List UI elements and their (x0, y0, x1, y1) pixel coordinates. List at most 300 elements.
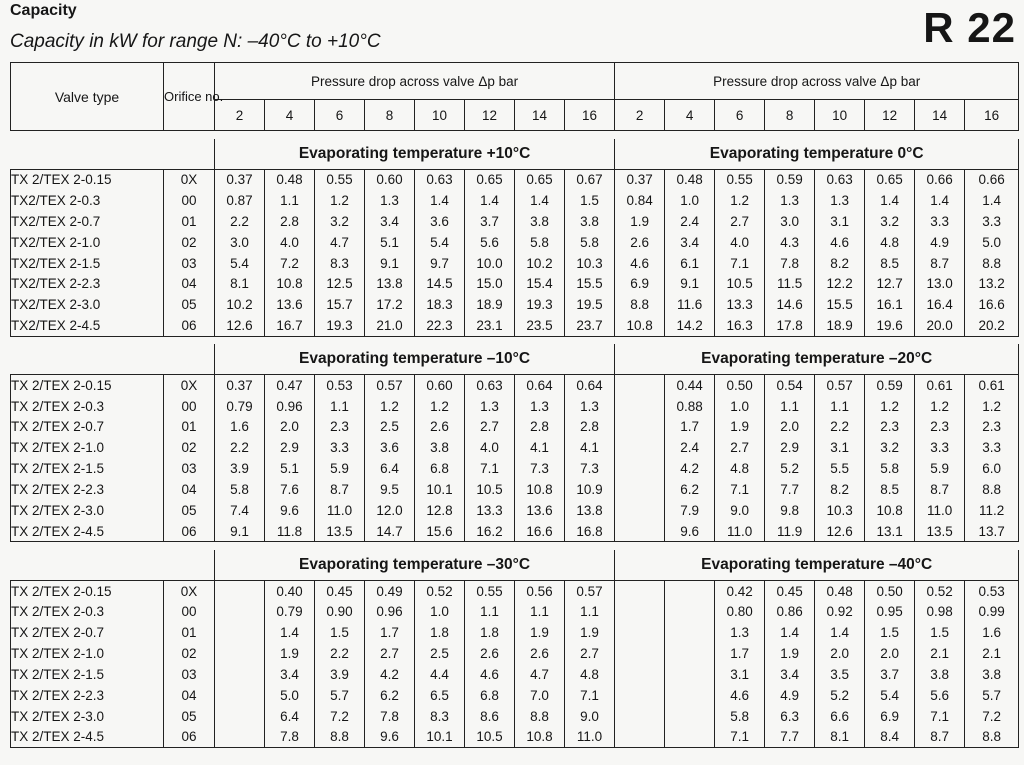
capacity-cell-right: 5.2 (815, 685, 865, 706)
capacity-cell-left: 10.3 (565, 253, 615, 274)
capacity-cell-left: 21.0 (365, 315, 415, 336)
capacity-cell-right: 9.6 (665, 521, 715, 542)
pressure-drop-value-left: 10 (415, 100, 465, 131)
capacity-cell-left: 15.0 (465, 274, 515, 295)
capacity-cell-left: 1.5 (565, 190, 615, 211)
capacity-cell-right: 7.1 (715, 253, 765, 274)
capacity-cell-left: 19.3 (515, 294, 565, 315)
capacity-cell-right: 0.53 (965, 580, 1019, 601)
capacity-cell-left: 9.1 (215, 521, 265, 542)
valve-type-cell: TX 2/TEX 2-1.0 (11, 437, 164, 458)
capacity-cell-left: 11.8 (265, 521, 315, 542)
capacity-cell-left: 4.7 (515, 664, 565, 685)
capacity-cell-right: 20.2 (965, 315, 1019, 336)
capacity-cell-left (215, 580, 265, 601)
section-title-left: Evaporating temperature –30°C (215, 550, 615, 580)
table-row (11, 190, 1019, 211)
capacity-cell-right: 7.1 (715, 727, 765, 748)
capacity-cell-left: 10.1 (415, 727, 465, 748)
capacity-cell-left: 0.63 (465, 375, 515, 396)
capacity-cell-right: 4.8 (865, 232, 915, 253)
capacity-cell-left: 16.2 (465, 521, 515, 542)
page-subtitle: Capacity in kW for range N: –40°C to +10°C (10, 31, 381, 52)
capacity-cell-right: 8.7 (915, 727, 965, 748)
capacity-cell-right (665, 706, 715, 727)
capacity-cell-left: 3.4 (265, 664, 315, 685)
capacity-cell-right: 8.8 (965, 479, 1019, 500)
capacity-cell-right (615, 580, 665, 601)
section-gap (11, 131, 1019, 139)
capacity-cell-right: 3.7 (865, 664, 915, 685)
pressure-drop-value-left: 8 (365, 100, 415, 131)
capacity-cell-left: 5.8 (565, 232, 615, 253)
capacity-cell-left: 2.8 (265, 211, 315, 232)
capacity-cell-left: 5.8 (515, 232, 565, 253)
orifice-cell: 03 (164, 664, 215, 685)
table-row (11, 479, 1019, 500)
capacity-cell-right: 0.66 (965, 169, 1019, 190)
capacity-cell-left: 3.9 (315, 664, 365, 685)
capacity-cell-right (615, 500, 665, 521)
capacity-cell-right (615, 375, 665, 396)
valve-type-cell: TX 2/TEX 2-0.3 (11, 396, 164, 417)
capacity-cell-left: 1.4 (515, 190, 565, 211)
capacity-cell-right: 0.52 (915, 580, 965, 601)
capacity-cell-right: 3.1 (815, 437, 865, 458)
capacity-cell-left: 10.2 (515, 253, 565, 274)
orifice-cell: 01 (164, 622, 215, 643)
capacity-cell-left (215, 727, 265, 748)
capacity-cell-left: 10.8 (515, 479, 565, 500)
capacity-cell-right: 4.6 (715, 685, 765, 706)
capacity-cell-left: 1.4 (465, 190, 515, 211)
capacity-cell-right: 5.8 (715, 706, 765, 727)
orifice-cell: 04 (164, 685, 215, 706)
capacity-cell-left: 1.8 (415, 622, 465, 643)
capacity-cell-right: 8.1 (815, 727, 865, 748)
capacity-cell-left: 19.3 (315, 315, 365, 336)
capacity-cell-right: 1.4 (815, 622, 865, 643)
capacity-cell-left: 6.8 (415, 458, 465, 479)
table-row (11, 375, 1019, 396)
capacity-cell-left: 8.6 (465, 706, 515, 727)
capacity-cell-left: 10.5 (465, 727, 515, 748)
capacity-cell-right: 13.0 (915, 274, 965, 295)
capacity-cell-left: 6.2 (365, 685, 415, 706)
pressure-drop-value-right: 16 (965, 100, 1019, 131)
capacity-cell-right: 3.4 (765, 664, 815, 685)
capacity-cell-right: 2.4 (665, 211, 715, 232)
capacity-cell-left: 0.57 (365, 375, 415, 396)
capacity-cell-right: 8.2 (815, 479, 865, 500)
capacity-cell-right: 0.88 (665, 396, 715, 417)
capacity-cell-left: 2.2 (215, 437, 265, 458)
capacity-cell-left: 23.7 (565, 315, 615, 336)
capacity-cell-right (665, 685, 715, 706)
capacity-cell-left: 14.7 (365, 521, 415, 542)
orifice-cell: 00 (164, 190, 215, 211)
capacity-cell-left: 7.1 (565, 685, 615, 706)
capacity-cell-left: 13.3 (465, 500, 515, 521)
capacity-cell-right (665, 580, 715, 601)
capacity-cell-right: 8.4 (865, 727, 915, 748)
capacity-cell-left: 0.96 (265, 396, 315, 417)
capacity-cell-right: 5.0 (965, 232, 1019, 253)
capacity-cell-right: 1.2 (965, 396, 1019, 417)
capacity-cell-right: 0.61 (965, 375, 1019, 396)
section-title-right: Evaporating temperature –40°C (615, 550, 1019, 580)
capacity-cell-right: 14.2 (665, 315, 715, 336)
capacity-cell-right: 16.4 (915, 294, 965, 315)
capacity-cell-left: 2.6 (465, 643, 515, 664)
table-row (11, 437, 1019, 458)
capacity-cell-left: 0.40 (265, 580, 315, 601)
orifice-cell: 04 (164, 274, 215, 295)
capacity-cell-right: 5.7 (965, 685, 1019, 706)
capacity-cell-right: 16.1 (865, 294, 915, 315)
capacity-cell-right: 0.48 (815, 580, 865, 601)
capacity-cell-left: 16.8 (565, 521, 615, 542)
table-row (11, 727, 1019, 748)
capacity-cell-right: 4.0 (715, 232, 765, 253)
orifice-header: Orifice no. (164, 63, 215, 131)
capacity-cell-right: 3.0 (765, 211, 815, 232)
capacity-cell-left: 11.0 (315, 500, 365, 521)
capacity-cell-left: 0.79 (265, 601, 315, 622)
capacity-cell-left: 0.57 (565, 580, 615, 601)
pressure-drop-value-right: 2 (615, 100, 665, 131)
capacity-cell-right: 7.7 (765, 727, 815, 748)
capacity-cell-right: 6.9 (865, 706, 915, 727)
capacity-cell-right: 15.5 (815, 294, 865, 315)
capacity-cell-left: 4.0 (265, 232, 315, 253)
capacity-cell-left: 0.64 (565, 375, 615, 396)
capacity-cell-left: 2.3 (315, 417, 365, 438)
capacity-cell-left: 1.2 (415, 396, 465, 417)
capacity-cell-right: 9.0 (715, 500, 765, 521)
pressure-drop-value-left: 2 (215, 100, 265, 131)
capacity-cell-right: 1.5 (915, 622, 965, 643)
capacity-cell-left: 7.1 (465, 458, 515, 479)
capacity-cell-right: 13.3 (715, 294, 765, 315)
valve-type-cell: TX 2/TEX 2-1.0 (11, 643, 164, 664)
orifice-cell: 05 (164, 294, 215, 315)
section-gap (11, 336, 1019, 344)
capacity-cell-left: 9.0 (565, 706, 615, 727)
valve-type-cell: TX2/TEX 2-4.5 (11, 315, 164, 336)
capacity-cell-right: 18.9 (815, 315, 865, 336)
valve-type-cell: TX 2/TEX 2-2.3 (11, 479, 164, 500)
capacity-cell-right: 8.5 (865, 253, 915, 274)
pressure-drop-value-left: 6 (315, 100, 365, 131)
capacity-cell-left: 10.1 (415, 479, 465, 500)
capacity-cell-left: 7.0 (515, 685, 565, 706)
capacity-cell-right: 1.3 (765, 190, 815, 211)
capacity-cell-right: 0.54 (765, 375, 815, 396)
capacity-cell-right: 6.0 (965, 458, 1019, 479)
capacity-cell-left: 18.3 (415, 294, 465, 315)
capacity-cell-right: 6.6 (815, 706, 865, 727)
capacity-cell-right: 3.3 (965, 437, 1019, 458)
capacity-cell-right: 0.50 (865, 580, 915, 601)
capacity-cell-right (615, 601, 665, 622)
capacity-cell-left: 13.8 (365, 274, 415, 295)
orifice-cell: 00 (164, 396, 215, 417)
capacity-cell-left: 4.1 (565, 437, 615, 458)
capacity-cell-right: 8.8 (965, 727, 1019, 748)
capacity-cell-left: 0.48 (265, 169, 315, 190)
table-row (11, 664, 1019, 685)
capacity-cell-left: 10.5 (465, 479, 515, 500)
capacity-cell-right: 5.2 (765, 458, 815, 479)
capacity-cell-left (215, 685, 265, 706)
table-end-gap (11, 747, 1019, 754)
capacity-cell-right: 9.8 (765, 500, 815, 521)
capacity-cell-left: 7.3 (515, 458, 565, 479)
capacity-cell-right: 8.7 (915, 253, 965, 274)
capacity-cell-right: 11.5 (765, 274, 815, 295)
orifice-cell: 01 (164, 211, 215, 232)
capacity-cell-right: 3.8 (965, 664, 1019, 685)
page-title: Capacity (10, 2, 77, 19)
capacity-cell-left: 9.6 (265, 500, 315, 521)
capacity-cell-left: 13.6 (265, 294, 315, 315)
capacity-cell-left: 12.0 (365, 500, 415, 521)
capacity-cell-right: 10.3 (815, 500, 865, 521)
capacity-cell-right: 3.3 (915, 437, 965, 458)
capacity-cell-left: 11.0 (565, 727, 615, 748)
capacity-cell-right: 2.1 (965, 643, 1019, 664)
capacity-cell-left: 0.65 (465, 169, 515, 190)
valve-type-cell: TX2/TEX 2-3.0 (11, 294, 164, 315)
capacity-cell-left: 4.7 (315, 232, 365, 253)
capacity-cell-left: 1.3 (465, 396, 515, 417)
capacity-cell-left: 14.5 (415, 274, 465, 295)
capacity-cell-right: 10.8 (615, 315, 665, 336)
capacity-cell-left: 7.8 (365, 706, 415, 727)
capacity-cell-left: 12.5 (315, 274, 365, 295)
capacity-cell-right: 5.8 (865, 458, 915, 479)
capacity-cell-left: 2.2 (215, 211, 265, 232)
capacity-cell-right: 0.57 (815, 375, 865, 396)
capacity-cell-left: 5.8 (215, 479, 265, 500)
capacity-cell-left: 3.4 (365, 211, 415, 232)
capacity-cell-left: 23.1 (465, 315, 515, 336)
capacity-cell-right: 1.9 (715, 417, 765, 438)
valve-type-cell: TX2/TEX 2-1.0 (11, 232, 164, 253)
pressure-drop-value-left: 14 (515, 100, 565, 131)
valve-type-header: Valve type (11, 63, 164, 131)
capacity-cell-right (615, 396, 665, 417)
capacity-cell-left: 10.2 (215, 294, 265, 315)
capacity-cell-left: 4.6 (465, 664, 515, 685)
pressure-drop-value-left: 12 (465, 100, 515, 131)
capacity-cell-right: 4.9 (915, 232, 965, 253)
table-row (11, 169, 1019, 190)
pressure-drop-header-left: Pressure drop across valve Δp bar (215, 63, 615, 100)
capacity-cell-right: 4.2 (665, 458, 715, 479)
table-row (11, 396, 1019, 417)
capacity-cell-right: 2.0 (865, 643, 915, 664)
capacity-cell-left: 0.64 (515, 375, 565, 396)
capacity-cell-left: 13.6 (515, 500, 565, 521)
orifice-cell: 05 (164, 706, 215, 727)
capacity-cell-right: 2.1 (915, 643, 965, 664)
capacity-cell-left: 1.9 (265, 643, 315, 664)
capacity-cell-left: 3.0 (215, 232, 265, 253)
capacity-cell-right (615, 622, 665, 643)
capacity-cell-left: 5.9 (315, 458, 365, 479)
capacity-cell-left: 15.4 (515, 274, 565, 295)
valve-type-cell: TX 2/TEX 2-4.5 (11, 521, 164, 542)
capacity-cell-left: 2.6 (415, 417, 465, 438)
capacity-cell-left: 0.96 (365, 601, 415, 622)
capacity-cell-right: 7.1 (915, 706, 965, 727)
capacity-cell-left: 1.3 (365, 190, 415, 211)
capacity-cell-right: 16.6 (965, 294, 1019, 315)
capacity-cell-left: 1.1 (465, 601, 515, 622)
capacity-cell-left: 5.7 (315, 685, 365, 706)
section-gap (11, 542, 1019, 550)
orifice-cell: 02 (164, 437, 215, 458)
capacity-cell-right: 2.3 (965, 417, 1019, 438)
valve-type-cell: TX2/TEX 2-0.7 (11, 211, 164, 232)
table-row (11, 500, 1019, 521)
capacity-cell-right: 0.66 (915, 169, 965, 190)
orifice-cell: 0X (164, 169, 215, 190)
capacity-cell-left: 2.0 (265, 417, 315, 438)
capacity-cell-left: 7.6 (265, 479, 315, 500)
capacity-cell-right: 0.99 (965, 601, 1019, 622)
capacity-cell-left: 3.6 (365, 437, 415, 458)
capacity-cell-right: 0.42 (715, 580, 765, 601)
capacity-cell-right: 1.2 (715, 190, 765, 211)
capacity-cell-right: 3.4 (665, 232, 715, 253)
capacity-cell-right: 1.1 (815, 396, 865, 417)
capacity-cell-left (215, 706, 265, 727)
capacity-cell-left: 7.8 (265, 727, 315, 748)
table-row (11, 622, 1019, 643)
capacity-cell-right: 0.55 (715, 169, 765, 190)
capacity-cell-left: 0.37 (215, 375, 265, 396)
capacity-cell-right: 0.80 (715, 601, 765, 622)
section-title-spacer (11, 139, 215, 169)
orifice-cell: 00 (164, 601, 215, 622)
capacity-cell-right: 5.5 (815, 458, 865, 479)
capacity-cell-left: 15.6 (415, 521, 465, 542)
capacity-cell-right: 3.8 (915, 664, 965, 685)
capacity-cell-left: 8.1 (215, 274, 265, 295)
capacity-cell-left: 1.0 (415, 601, 465, 622)
capacity-cell-right: 10.8 (865, 500, 915, 521)
capacity-cell-left (215, 601, 265, 622)
capacity-cell-right: 4.6 (615, 253, 665, 274)
capacity-cell-left: 8.3 (415, 706, 465, 727)
capacity-cell-left: 15.7 (315, 294, 365, 315)
valve-type-cell: TX 2/TEX 2-1.5 (11, 664, 164, 685)
capacity-cell-right: 2.3 (865, 417, 915, 438)
capacity-cell-right: 4.9 (765, 685, 815, 706)
capacity-cell-left: 12.8 (415, 500, 465, 521)
capacity-cell-left: 2.5 (365, 417, 415, 438)
capacity-cell-right: 1.9 (765, 643, 815, 664)
capacity-cell-left: 3.3 (315, 437, 365, 458)
capacity-table (10, 62, 1019, 754)
capacity-cell-left: 0.37 (215, 169, 265, 190)
capacity-cell-right: 0.95 (865, 601, 915, 622)
table-row (11, 685, 1019, 706)
capacity-cell-left: 2.6 (515, 643, 565, 664)
capacity-cell-left: 1.8 (465, 622, 515, 643)
capacity-cell-left: 7.2 (265, 253, 315, 274)
capacity-cell-right: 1.4 (915, 190, 965, 211)
capacity-cell-left: 0.63 (415, 169, 465, 190)
capacity-cell-left: 18.9 (465, 294, 515, 315)
capacity-cell-left: 0.55 (315, 169, 365, 190)
capacity-cell-right: 0.48 (665, 169, 715, 190)
capacity-cell-left: 1.7 (365, 622, 415, 643)
capacity-cell-left: 9.6 (365, 727, 415, 748)
capacity-cell-right: 5.6 (915, 685, 965, 706)
capacity-cell-left: 2.8 (565, 417, 615, 438)
capacity-cell-right: 11.6 (665, 294, 715, 315)
valve-type-cell: TX 2/TEX 2-0.15 (11, 580, 164, 601)
capacity-cell-right: 11.0 (715, 521, 765, 542)
capacity-cell-right: 1.4 (865, 190, 915, 211)
capacity-cell-right: 2.9 (765, 437, 815, 458)
capacity-cell-right: 3.1 (715, 664, 765, 685)
valve-type-cell: TX2/TEX 2-0.3 (11, 190, 164, 211)
capacity-cell-right: 2.7 (715, 437, 765, 458)
table-row (11, 274, 1019, 295)
capacity-cell-right: 1.3 (815, 190, 865, 211)
capacity-cell-right (665, 622, 715, 643)
capacity-cell-right: 0.44 (665, 375, 715, 396)
capacity-cell-left: 7.2 (315, 706, 365, 727)
capacity-cell-left: 1.9 (565, 622, 615, 643)
capacity-cell-left: 1.1 (315, 396, 365, 417)
capacity-cell-right: 1.5 (865, 622, 915, 643)
capacity-cell-right: 9.1 (665, 274, 715, 295)
capacity-cell-right: 13.2 (965, 274, 1019, 295)
capacity-cell-right: 6.3 (765, 706, 815, 727)
capacity-cell-right: 0.63 (815, 169, 865, 190)
capacity-cell-right: 19.6 (865, 315, 915, 336)
capacity-cell-right (615, 417, 665, 438)
capacity-cell-right: 13.5 (915, 521, 965, 542)
orifice-cell: 03 (164, 253, 215, 274)
capacity-cell-right: 12.7 (865, 274, 915, 295)
section-title-right: Evaporating temperature –20°C (615, 344, 1019, 374)
capacity-cell-left: 10.9 (565, 479, 615, 500)
orifice-cell: 01 (164, 417, 215, 438)
capacity-cell-right: 1.7 (665, 417, 715, 438)
capacity-cell-left: 23.5 (515, 315, 565, 336)
orifice-cell: 06 (164, 727, 215, 748)
capacity-cell-left: 1.2 (365, 396, 415, 417)
capacity-cell-right (615, 706, 665, 727)
capacity-cell-left: 3.8 (515, 211, 565, 232)
capacity-cell-left: 0.67 (565, 169, 615, 190)
pressure-drop-value-left: 4 (265, 100, 315, 131)
capacity-cell-right (615, 727, 665, 748)
capacity-cell-left: 1.6 (215, 417, 265, 438)
capacity-cell-right: 6.9 (615, 274, 665, 295)
table-row (11, 315, 1019, 336)
table-row (11, 601, 1019, 622)
orifice-cell: 06 (164, 315, 215, 336)
table-row (11, 458, 1019, 479)
